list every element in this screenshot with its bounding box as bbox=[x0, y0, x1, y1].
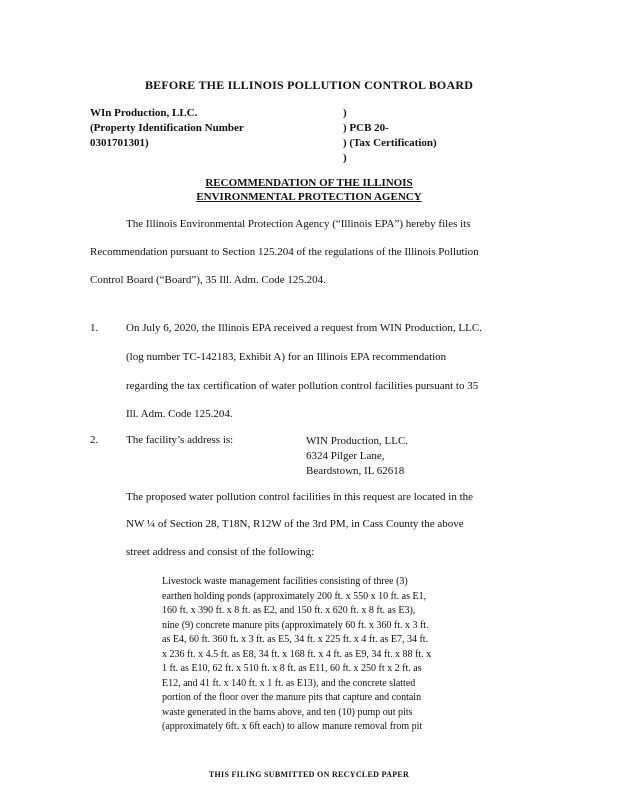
description-line: E12, and 41 ft. x 140 ft. x 1 ft. as E13), and the concrete slatted bbox=[162, 677, 416, 689]
caption-paren-1: ) bbox=[343, 107, 347, 119]
item-1-number: 1. bbox=[90, 322, 99, 334]
item-1-line-4: Ill. Adm. Code 125.204. bbox=[126, 408, 233, 420]
caption-case-type: ) (Tax Certification) bbox=[343, 137, 437, 149]
item-2-line-3: street address and consist of the following: bbox=[126, 546, 315, 558]
caption-case-number: ) PCB 20- bbox=[343, 122, 389, 134]
intro-line-3: Control Board (“Board”), 35 Ill. Adm. Code 125.204. bbox=[90, 274, 326, 286]
caption-left bbox=[90, 106, 244, 151]
description-line: Livestock waste management facilities consisting of three (3) bbox=[162, 576, 408, 587]
facility-description bbox=[162, 575, 431, 735]
description-line: portion of the floor over the manure pits that capture and contain bbox=[162, 692, 422, 703]
description-line: waste generated in the barns above, and ten (10) pump out pits bbox=[162, 706, 413, 718]
description-line: x 236 ft. x 4.5 ft. as E8, 34 ft. x 168 ft. x 4 ft. as E9, 34 ft. x 88 ft. x bbox=[162, 648, 432, 660]
intro-line-1: The Illinois Environmental Protection Agency (“Illinois EPA”) hereby files its bbox=[126, 218, 471, 230]
facility-address bbox=[306, 434, 408, 479]
item-2-line-2: NW ¼ of Section 28, T18N, R12W of the 3rd PM, in Cass County the above bbox=[126, 518, 464, 530]
board-title: BEFORE THE ILLINOIS POLLUTION CONTROL BOARD bbox=[144, 78, 474, 92]
caption-petitioner: WIn Production, LLC. bbox=[90, 107, 198, 119]
item-1-line-2: (log number TC-142183, Exhibit A) for an Illinois EPA recommendation bbox=[126, 351, 447, 363]
caption-right bbox=[343, 106, 437, 166]
document-title bbox=[0, 176, 618, 204]
caption-property-id-number: 0301701301) bbox=[90, 137, 149, 149]
intro-line-2: Recommendation pursuant to Section 125.204 of the regulations of the Illinois Pollution bbox=[90, 246, 479, 258]
recycled-paper-footer: THIS FILING SUBMITTED ON RECYCLED PAPER bbox=[208, 770, 410, 779]
document-title-line-1: RECOMMENDATION OF THE ILLINOIS bbox=[205, 177, 413, 189]
description-line: nine (9) concrete manure pits (approximately 60 ft. x 360 ft. x 3 ft. bbox=[162, 619, 429, 631]
document-title-line-2: ENVIRONMENTAL PROTECTION AGENCY bbox=[196, 191, 422, 203]
address-city: Beardstown, IL 62618 bbox=[306, 465, 405, 477]
description-line: (approximately 6ft. x 6ft each) to allow manure removal from pit bbox=[162, 721, 423, 732]
description-line: as E4, 60 ft. 360 ft. x 3 ft. as E5, 34 ft. x 225 ft. x 4 ft. as E7, 34 ft. bbox=[162, 634, 429, 645]
caption-paren-4: ) bbox=[343, 152, 347, 164]
item-2-label: The facility’s address is: bbox=[126, 434, 234, 446]
description-line: 160 ft. x 390 ft. x 8 ft. as E2, and 150 ft. x 620 ft. x 8 ft. as E3), bbox=[162, 605, 416, 616]
item-1-line-1: On July 6, 2020, the Illinois EPA received a request from WIN Production, LLC. bbox=[126, 322, 482, 334]
description-line: earthen holding ponds (approximately 200 ft. x 550 x 10 ft. as E1, bbox=[162, 590, 427, 602]
item-1-line-3: regarding the tax certification of water pollution control facilities pursuant to 35 bbox=[126, 380, 479, 392]
description-line: 1 ft. as E10, 62 ft. x 510 ft. x 8 ft. as E11, 60 ft. x 250 ft x 2 ft. as bbox=[162, 663, 422, 674]
item-2-number: 2. bbox=[90, 434, 99, 446]
item-2-line-1: The proposed water pollution control facilities in this request are located in the bbox=[126, 491, 474, 503]
address-street: 6324 Pilger Lane, bbox=[306, 450, 385, 462]
caption-property-id-label: (Property Identification Number bbox=[90, 122, 244, 134]
address-name: WIN Production, LLC. bbox=[306, 435, 409, 447]
